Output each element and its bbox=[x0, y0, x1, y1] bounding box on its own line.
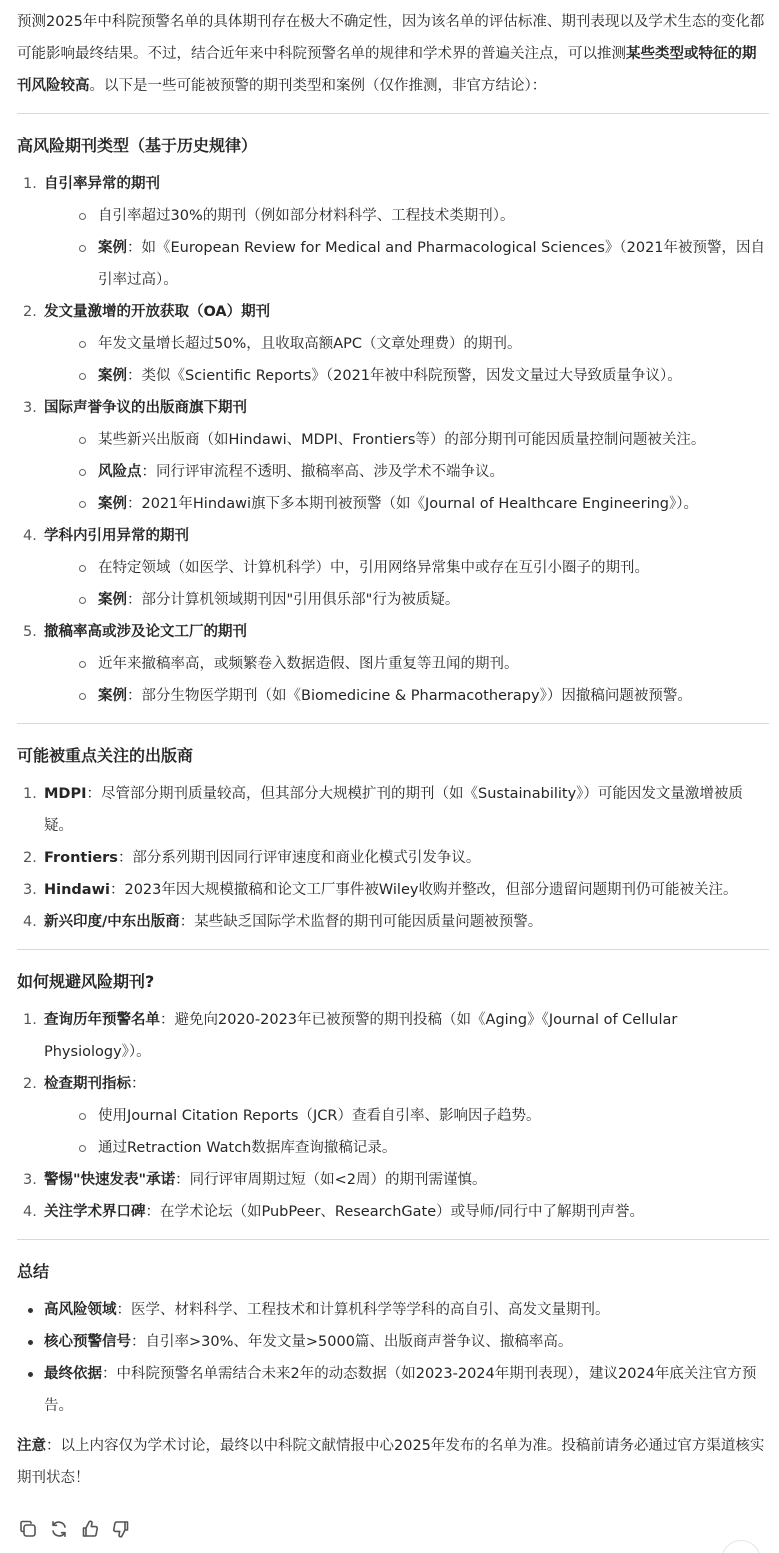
copy-icon[interactable] bbox=[17, 1518, 39, 1540]
item-label: Frontiers bbox=[44, 850, 118, 866]
sub-item bbox=[44, 360, 769, 392]
sub-item-label: 案例 bbox=[98, 368, 127, 384]
list-item bbox=[17, 392, 769, 520]
circle-bullet-icon bbox=[79, 1113, 86, 1120]
item-title: 学科内引用异常的期刊 bbox=[44, 528, 189, 544]
circle-bullet-icon bbox=[79, 245, 86, 252]
item-number: 1. bbox=[23, 786, 37, 802]
thumbs-up-icon[interactable] bbox=[79, 1518, 101, 1540]
item-number: 2. bbox=[23, 850, 37, 866]
item-text: ：医学、材料科学、工程技术和计算机科学等学科的高自引、高发文量期刊。 bbox=[116, 1302, 610, 1318]
sub-item bbox=[44, 232, 769, 296]
list-item bbox=[17, 1004, 769, 1068]
scroll-button[interactable] bbox=[721, 1540, 761, 1553]
list-item bbox=[17, 1294, 769, 1326]
item-line bbox=[44, 1004, 769, 1068]
item-text: ：尽管部分期刊质量较高，但其部分大规模扩刊的期刊（如《Sustainability》）可能因发文量激增被质疑。 bbox=[44, 786, 743, 834]
sub-list bbox=[44, 1100, 769, 1164]
sub-list bbox=[44, 424, 769, 520]
note-label: 注意 bbox=[17, 1438, 46, 1454]
sub-item-text: 使用Journal Citation Reports（JCR）查看自引率、影响因子趋势。 bbox=[98, 1108, 541, 1124]
sub-item-label: 案例 bbox=[98, 240, 127, 256]
circle-bullet-icon bbox=[79, 501, 86, 508]
item-label: 查询历年预警名单 bbox=[44, 1012, 160, 1028]
sub-item-text: 年发文量增长超过50%，且收取高额APC（文章处理费）的期刊。 bbox=[98, 336, 522, 352]
item-number: 1. bbox=[23, 1012, 37, 1028]
item-title: 国际声誉争议的出版商旗下期刊 bbox=[44, 400, 247, 416]
message-actions bbox=[17, 1518, 132, 1540]
sub-item-text: ：同行评审流程不透明、撤稿率高、涉及学术不端争议。 bbox=[141, 464, 504, 480]
sub-item-text: 自引率超过30%的期刊（例如部分材料科学、工程技术类期刊）。 bbox=[98, 208, 515, 224]
thumbs-down-icon[interactable] bbox=[110, 1518, 132, 1540]
item-text: ：中科院预警名单需结合未来2年的动态数据（如2023-2024年期刊表现），建议2024年底关注官方预告。 bbox=[44, 1366, 757, 1414]
item-number: 5. bbox=[23, 624, 37, 640]
item-line bbox=[44, 1196, 769, 1228]
sub-item bbox=[44, 1100, 769, 1132]
risk-types-list bbox=[17, 168, 769, 712]
sub-item-text: 通过Retraction Watch数据库查询撤稿记录。 bbox=[98, 1140, 397, 1156]
item-label: Hindawi bbox=[44, 882, 110, 898]
section-title: 高风险期刊类型（基于历史规律） bbox=[17, 136, 258, 155]
item-line bbox=[44, 1164, 769, 1196]
bullet-dot-icon bbox=[28, 1340, 33, 1345]
item-number: 3. bbox=[23, 400, 37, 416]
sub-item-label: 案例 bbox=[98, 592, 127, 608]
list-item bbox=[17, 1326, 769, 1358]
sub-item-label: 案例 bbox=[98, 496, 127, 512]
avoid-list bbox=[17, 1004, 769, 1228]
sub-item-label: 案例 bbox=[98, 688, 127, 704]
item-number: 4. bbox=[23, 914, 37, 930]
sub-list bbox=[44, 200, 769, 296]
circle-bullet-icon bbox=[79, 469, 86, 476]
sub-item bbox=[44, 424, 769, 456]
item-text: ：某些缺乏国际学术监督的期刊可能因质量问题被预警。 bbox=[179, 914, 543, 930]
sub-item bbox=[44, 648, 769, 680]
circle-bullet-icon bbox=[79, 597, 86, 604]
item-text: ：2023年因大规模撤稿和论文工厂事件被Wiley收购并整改，但部分遗留问题期刊仍可能被关注。 bbox=[109, 882, 738, 898]
list-item bbox=[17, 1068, 769, 1164]
summary-list bbox=[17, 1294, 769, 1422]
item-number: 3. bbox=[23, 1172, 37, 1188]
circle-bullet-icon bbox=[79, 373, 86, 380]
note-text: ：以上内容仅为学术讨论，最终以中科院文献情报中心2025年发布的名单为准。投稿前请务必通过官方渠道核实期刊状态！ bbox=[17, 1438, 765, 1486]
item-number: 3. bbox=[23, 882, 37, 898]
bullet-dot-icon bbox=[28, 1308, 33, 1313]
divider bbox=[17, 1239, 769, 1240]
item-number: 1. bbox=[23, 176, 37, 192]
list-item bbox=[17, 842, 769, 874]
item-label: 警惕"快速发表"承诺 bbox=[44, 1172, 176, 1188]
item-text: ：同行评审周期过短（如<2周）的期刊需谨慎。 bbox=[175, 1172, 487, 1188]
divider bbox=[17, 949, 769, 950]
sub-item-text: 近年来撤稿率高，或频繁卷入数据造假、图片重复等丑闻的期刊。 bbox=[98, 656, 519, 672]
list-item bbox=[17, 520, 769, 616]
sub-item-label: 风险点 bbox=[98, 464, 142, 480]
note-paragraph bbox=[17, 1430, 769, 1494]
circle-bullet-icon bbox=[79, 437, 86, 444]
item-text: ：自引率>30%、年发文量>5000篇、出版商声誉争议、撤稿率高。 bbox=[131, 1334, 573, 1350]
section-title: 如何规避风险期刊? bbox=[17, 972, 155, 991]
regenerate-icon[interactable] bbox=[48, 1518, 70, 1540]
sub-item-text: ：类似《Scientific Reports》（2021年被中科院预警，因发文量过大导致质量争议）。 bbox=[127, 368, 682, 384]
intro-text: 预测2025年中科院预警名单的具体期刊存在极大不确定性，因为该名单的评估标准、期刊表现以及学术生态的变化都可能影响最终结果。不过，结合近年来中科院预警名单的规律和学术界的普遍关注点，可以推测 bbox=[17, 14, 765, 62]
list-item bbox=[17, 1164, 769, 1196]
sub-item bbox=[44, 328, 769, 360]
sub-item-text: 在特定领域（如医学、计算机科学）中，引用网络异常集中或存在互引小圈子的期刊。 bbox=[98, 560, 649, 576]
item-label: 核心预警信号 bbox=[44, 1334, 131, 1350]
list-item bbox=[17, 616, 769, 712]
circle-bullet-icon bbox=[79, 693, 86, 700]
chat-message bbox=[17, 6, 769, 1494]
list-item bbox=[17, 1196, 769, 1228]
sub-item-text: ：部分生物医学期刊（如《Biomedicine & Pharmacotherapy》）因撤稿问题被预警。 bbox=[127, 688, 692, 704]
intro-paragraph bbox=[17, 6, 769, 102]
list-item bbox=[17, 778, 769, 842]
sub-item bbox=[44, 1132, 769, 1164]
item-title: 自引率异常的期刊 bbox=[44, 176, 160, 192]
circle-bullet-icon bbox=[79, 213, 86, 220]
divider bbox=[17, 723, 769, 724]
list-item bbox=[17, 1358, 769, 1422]
intro-text-end: 。以下是一些可能被预警的期刊类型和案例（仅作推测，非官方结论）： bbox=[89, 78, 547, 94]
section-title: 总结 bbox=[17, 1262, 50, 1281]
sub-item bbox=[44, 200, 769, 232]
sub-item-text: 某些新兴出版商（如Hindawi、MDPI、Frontiers等）的部分期刊可能因质量控制问题被关注。 bbox=[98, 432, 706, 448]
circle-bullet-icon bbox=[79, 565, 86, 572]
item-text: ：在学术论坛（如PubPeer、ResearchGate）或导师/同行中了解期刊声誉。 bbox=[145, 1204, 645, 1220]
item-text: ：部分系列期刊因同行评审速度和商业化模式引发争议。 bbox=[117, 850, 481, 866]
item-number: 4. bbox=[23, 1204, 37, 1220]
circle-bullet-icon bbox=[79, 341, 86, 348]
sub-item-text: ：部分计算机领域期刊因"引用俱乐部"行为被质疑。 bbox=[127, 592, 460, 608]
circle-bullet-icon bbox=[79, 1145, 86, 1152]
sub-item-text: ：如《European Review for Medical and Pharmacological Sciences》（2021年被预警，因自引率过高）。 bbox=[98, 240, 766, 288]
sub-list bbox=[44, 552, 769, 616]
item-label: MDPI bbox=[44, 786, 87, 802]
sub-item bbox=[44, 552, 769, 584]
list-item bbox=[17, 168, 769, 296]
list-item bbox=[17, 874, 769, 906]
item-text: ： bbox=[131, 1076, 146, 1092]
item-title: 发文量激增的开放获取（OA）期刊 bbox=[44, 304, 271, 320]
circle-bullet-icon bbox=[79, 661, 86, 668]
item-line bbox=[44, 1068, 769, 1100]
list-item bbox=[17, 296, 769, 392]
item-label: 检查期刊指标 bbox=[44, 1076, 131, 1092]
bullet-dot-icon bbox=[28, 1372, 33, 1377]
sub-item bbox=[44, 456, 769, 488]
item-number: 2. bbox=[23, 304, 37, 320]
sub-list bbox=[44, 328, 769, 392]
sub-item bbox=[44, 680, 769, 712]
item-label: 高风险领域 bbox=[44, 1302, 117, 1318]
item-label: 最终依据 bbox=[44, 1366, 102, 1382]
item-label: 新兴印度/中东出版商 bbox=[44, 914, 180, 930]
sub-item bbox=[44, 488, 769, 520]
section-title: 可能被重点关注的出版商 bbox=[17, 746, 194, 765]
divider bbox=[17, 113, 769, 114]
item-label: 关注学术界口碑 bbox=[44, 1204, 146, 1220]
sub-item bbox=[44, 584, 769, 616]
intro-bold: 某些类型或特征的期刊风险较高 bbox=[17, 46, 757, 94]
item-title: 撤稿率高或涉及论文工厂的期刊 bbox=[44, 624, 247, 640]
publishers-list bbox=[17, 778, 769, 938]
item-number: 4. bbox=[23, 528, 37, 544]
item-number: 2. bbox=[23, 1076, 37, 1092]
list-item bbox=[17, 906, 769, 938]
sub-item-text: ：2021年Hindawi旗下多本期刊被预警（如《Journal of Healthcare Engineering》）。 bbox=[127, 496, 698, 512]
item-text: ：避免向2020-2023年已被预警的期刊投稿（如《Aging》《Journal of Cellular Physiology》）。 bbox=[44, 1012, 678, 1060]
sub-list bbox=[44, 648, 769, 712]
